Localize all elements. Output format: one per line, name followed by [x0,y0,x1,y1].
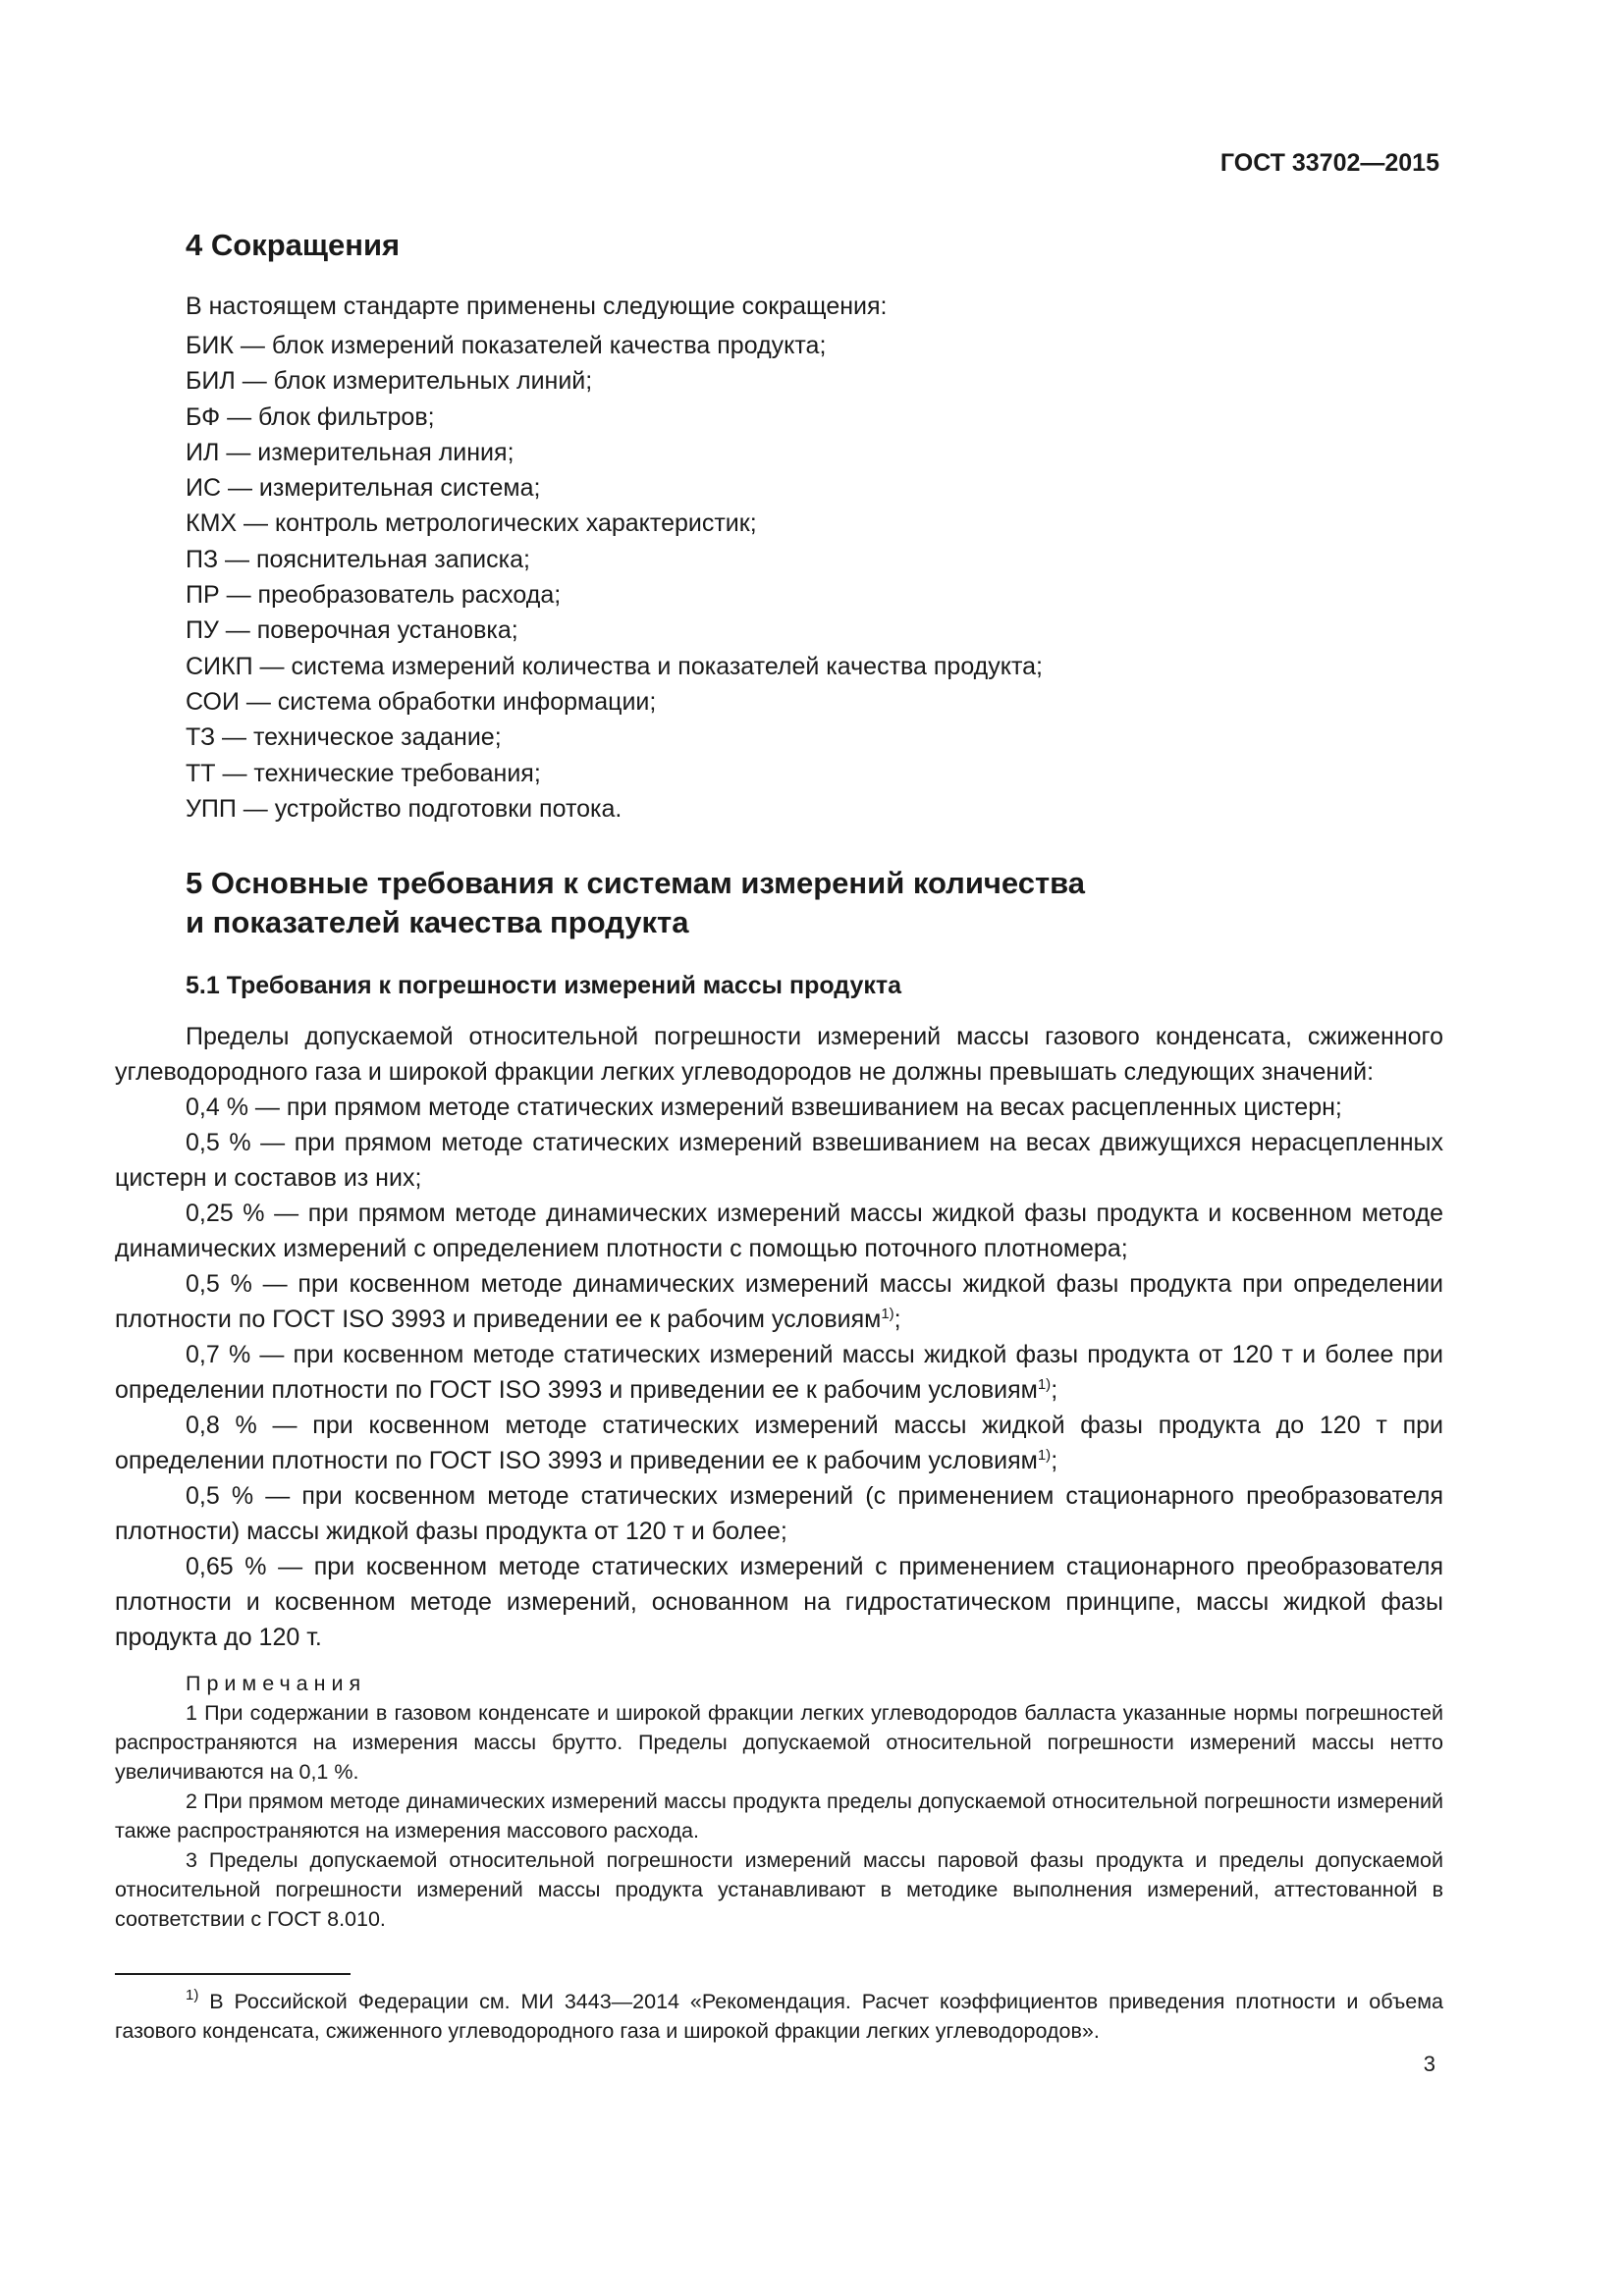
subsection-5-1-title: 5.1 Требования к погрешности измерений массы продукта [186,972,902,999]
abbreviation-item: БИЛ — блок измерительных линий; [186,367,593,396]
limit-paragraph: 0,25 % — при прямом методе динамических измерений массы жидкой фазы продукта и косвенном методе динамических измерений с определением плотности с помощью поточного плотномера; [115,1200,1443,1262]
abbreviation-item: ИС — измерительная система; [186,474,541,503]
standard-code: ГОСТ 33702—2015 [1219,149,1439,177]
note-item: 2 При прямом методе динамических измерений массы продукта пределы допускаемой относительной погрешности измерений также распространяются на измерения массового расхода. [115,1789,1443,1842]
footnote-separator [115,1973,351,1975]
footnote-ref: 1) [1037,1447,1052,1464]
footnote-mark: 1) [186,1987,199,2003]
footnote-ref: 1) [1037,1376,1052,1393]
abbreviation-item: ПУ — поверочная установка; [186,616,518,645]
footnote-text: В Российской Федерации см. МИ 3443—2014 «Рекомендация. Расчет коэффициентов приведения плотности и объема газового конденсата, сжиженного углеводородного газа и широкой фракции легких углеводородов». [115,1990,1443,2043]
abbreviation-item: ИЛ — измерительная линия; [186,438,514,466]
limit-paragraph: 0,7 % — при косвенном методе статических измерений массы жидкой фазы продукта от 120 т и более при определении плотности по ГОСТ ISO 3993 и приведении ее к рабочим условиям$^{1)}$; [115,1341,1443,1404]
abbreviation-item: БИК — блок измерений показателей качества продукта; [186,332,827,359]
footnote-ref: 1) [881,1306,894,1322]
subsection-5-1-body [115,1019,1443,1655]
section-5-title-line1: 5 Основные требования к системам измерений количества [186,866,1086,900]
abbreviations-list [186,328,1043,827]
abbreviation-item: БФ — блок фильтров; [186,402,435,431]
page-number: 3 [1423,2052,1435,2076]
abbreviation-item: СОИ — система обработки информации; [186,687,657,716]
limit-paragraph: 0,5 % — при прямом методе статических измерений взвешиванием на весах движущихся нерасцепленных цистерн и составов из них; [115,1129,1443,1192]
abbreviation-item: КМХ — контроль метрологических характеристик; [186,509,757,538]
note-item: 1 При содержании в газовом конденсате и широкой фракции легких углеводородов балласта указанные нормы погрешностей распространяются на измерения массы брутто. Пределы допускаемой относительной погрешности измерений массы нетто увеличиваются на 0,1 %. [115,1701,1443,1784]
abbreviation-item: ТТ — технические требования; [186,759,541,787]
abbreviations-intro: В настоящем стандарте применены следующие сокращения: [186,293,888,320]
section-5-title-line2: и показателей качества продукта [186,905,689,939]
limit-paragraph: 0,5 % — при косвенном методе динамических измерений массы жидкой фазы продукта при определении плотности по ГОСТ ISO 3993 и приведении ее к рабочим условиям$^{1)}$; [115,1270,1443,1333]
limit-paragraph: 0,4 % — при прямом методе статических измерений взвешиванием на весах расцепленных цистерн; [186,1094,1342,1121]
section-5-title [186,864,1085,942]
limit-paragraph: 0,65 % — при косвенном методе статических измерений с применением стационарного преобразователя плотности и косвенном методе измерений, основанном на гидростатическом принципе, массы жидкой фазы продукта до 120 т. [115,1553,1443,1651]
notes-title: Примечания [186,1672,367,1695]
note-item: 3 Пределы допускаемой относительной погрешности измерений массы паровой фазы продукта и пределы допускаемой относительной погрешности измерений массы продукта устанавливают в методике выполнения измерений, аттестованной в соответствии с ГОСТ 8.010. [115,1848,1443,1931]
abbreviation-item: УПП — устройство подготовки потока. [186,794,623,823]
limit-paragraph: 0,5 % — при косвенном методе статических измерений (с применением стационарного преобразователя плотности) массы жидкой фазы продукта от 120 т и более; [115,1482,1443,1545]
notes-block [115,1669,1443,1934]
abbreviation-item: ТЗ — техническое задание; [186,723,502,752]
section-4-title: 4 Сокращения [186,228,401,262]
limit-paragraph: 0,8 % — при косвенном методе статических измерений массы жидкой фазы продукта до 120 т при определении плотности по ГОСТ ISO 3993 и приведении ее к рабочим условиям$^{1)}$; [115,1412,1443,1474]
abbreviation-item: ПЗ — пояснительная записка; [186,545,530,573]
paragraph-intro: Пределы допускаемой относительной погрешности измерений массы газового конденсата, сжиженного углеводородного газа и широкой фракции легких углеводородов не должны превышать следующих значений: [115,1023,1443,1086]
abbreviation-item: СИКП — система измерений количества и показателей качества продукта; [186,652,1043,680]
footnote [115,1987,1443,2046]
abbreviation-item: ПР — преобразователь расхода; [186,581,562,610]
